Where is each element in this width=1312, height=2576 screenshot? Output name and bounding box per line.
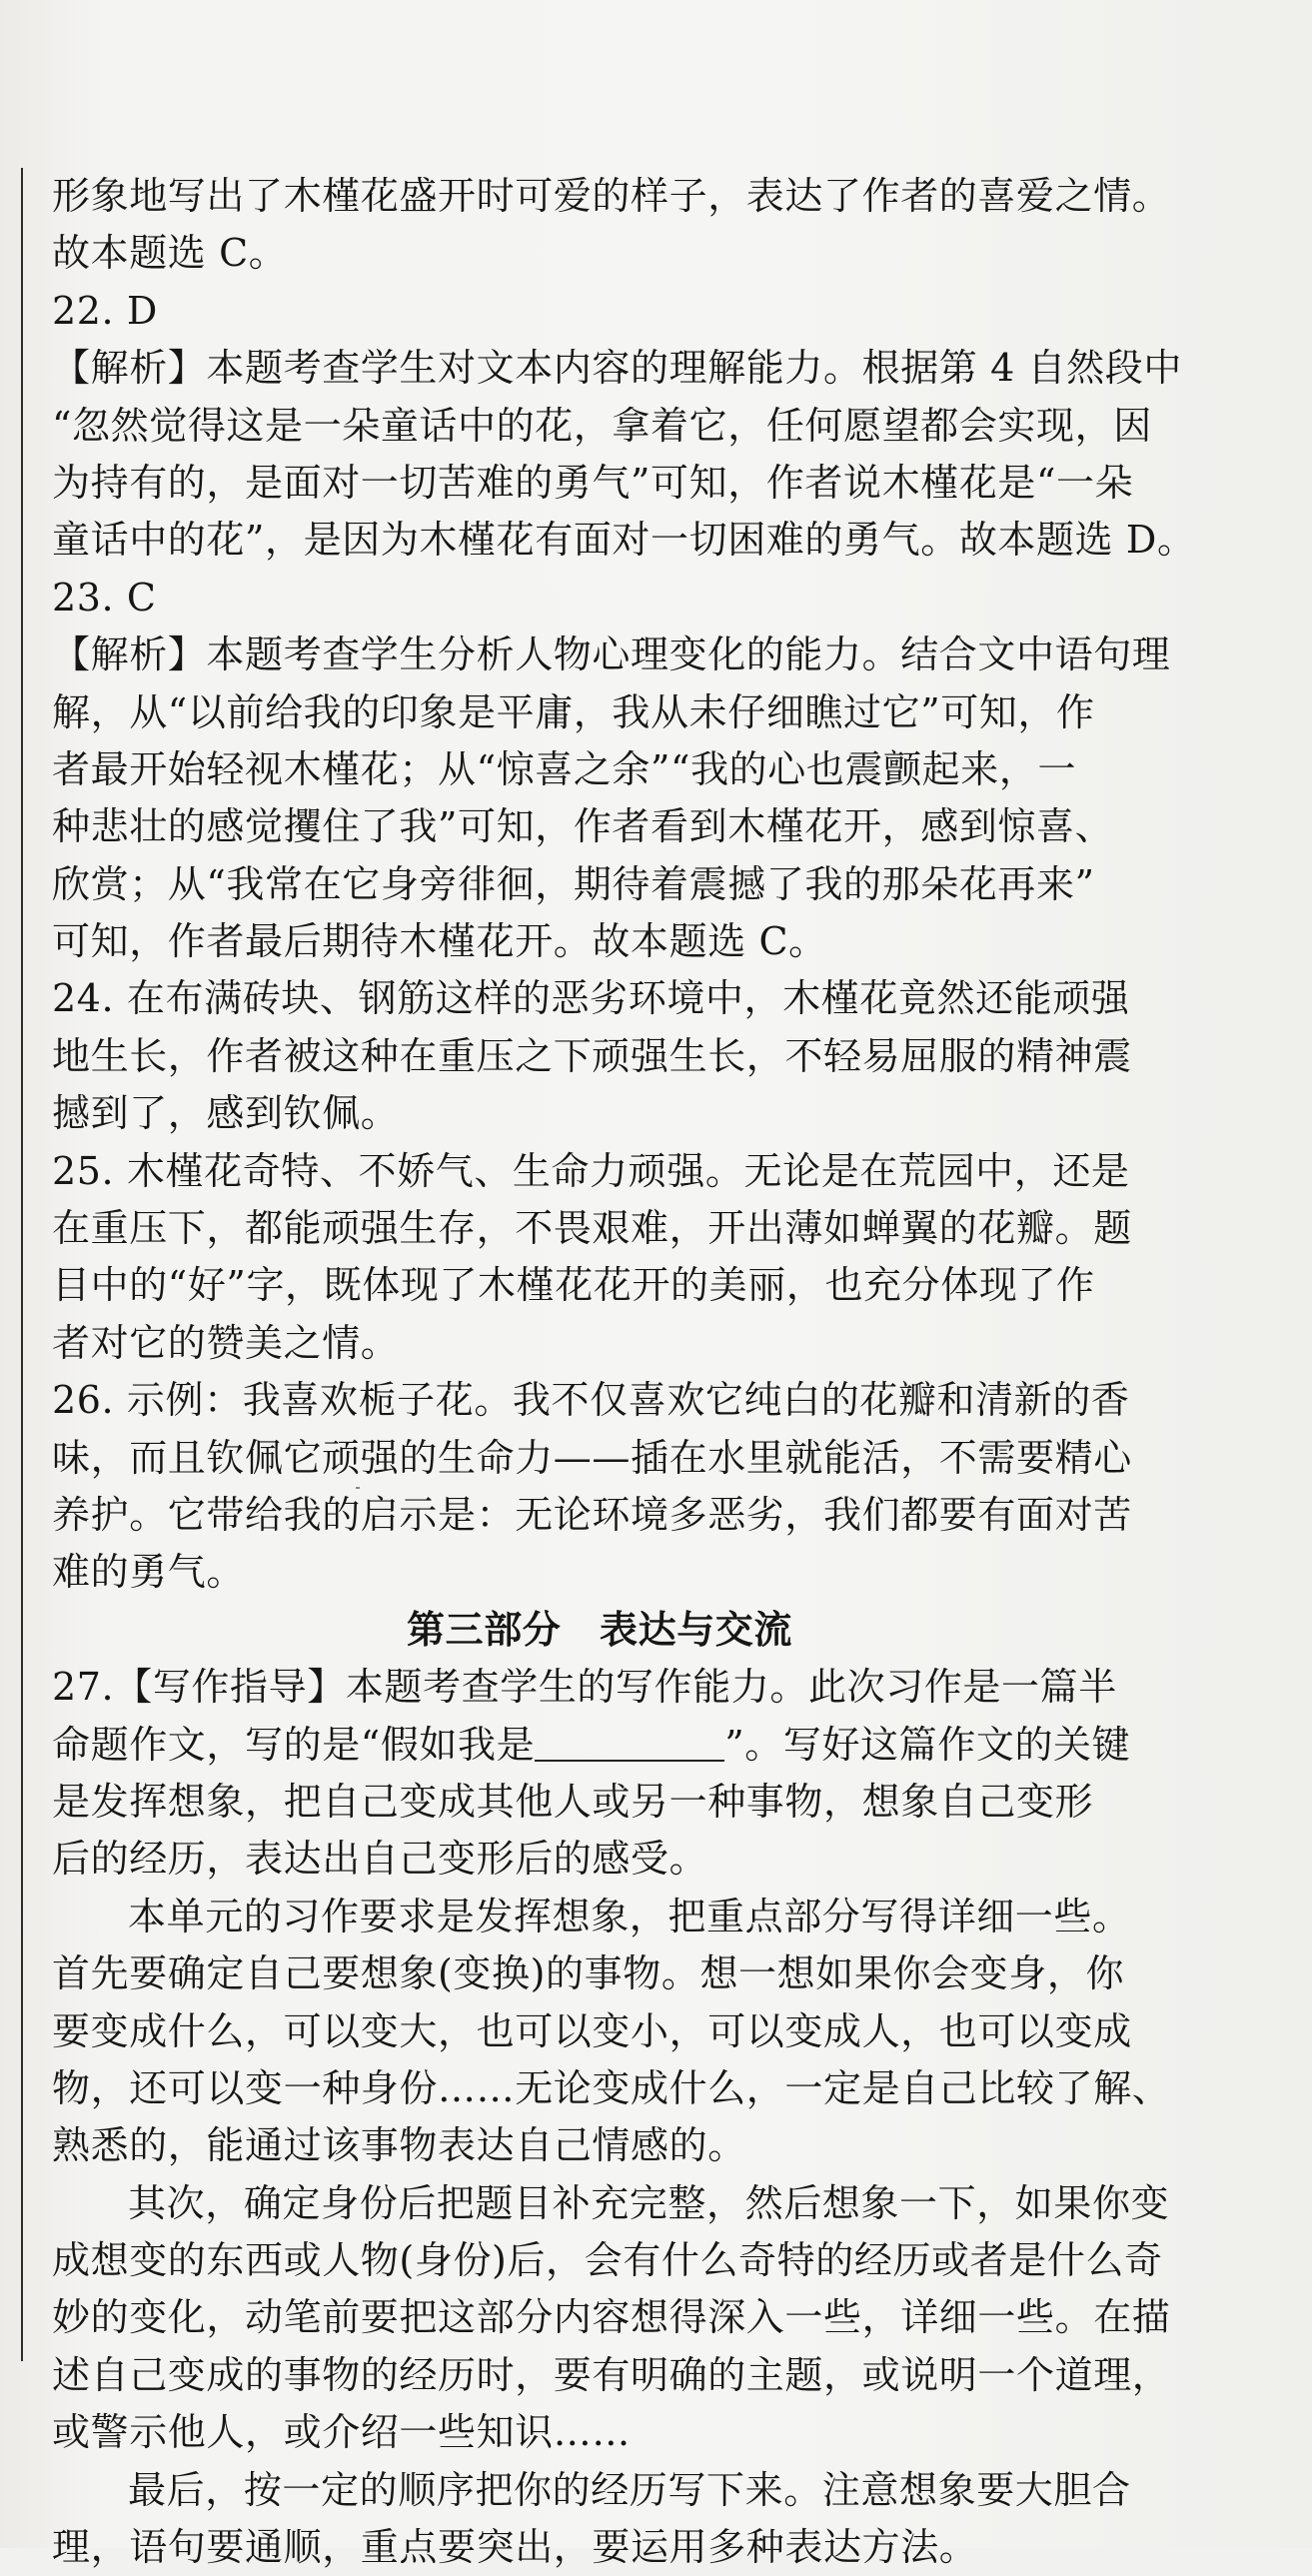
text-line: 熟悉的，能通过该事物表达自己情感的。 (52, 2123, 746, 2168)
text-line: 是发挥想象，把自己变成其他人或另一种事物，想象自己变形 (52, 1779, 1094, 1824)
text-line: 妙的变化，动笔前要把这部分内容想得深入一些，详细一些。在描 (52, 2295, 1171, 2340)
answer-text-body (52, 168, 1241, 2576)
text-line: “忽然觉得这是一朵童话中的花，拿着它，任何愿望都会实现，因 (52, 403, 1152, 448)
text-line: 理，语句要通顺，重点要突出，要运用多种表达方法。 (52, 2525, 978, 2570)
text-line: 味，而且钦佩它顽强的生命力——插在水里就能活，不需要精心 (52, 1435, 1132, 1480)
answer-number-22: 22. D (52, 288, 158, 333)
paragraph-first-line: 最后，按一定的顺序把你的经历写下来。注意想象要大胆合 (128, 2467, 1131, 2512)
text-line: 要变成什么，可以变大，也可以变小，可以变成人，也可以变成 (52, 2008, 1132, 2053)
text-line: 成想变的东西或人物(身份)后，会有什么奇特的经历或者是什么奇 (52, 2238, 1163, 2283)
text-line: 撼到了，感到钦佩。 (52, 1091, 400, 1136)
text-line: 物，还可以变一种身份……无论变成什么，一定是自己比较了解、 (52, 2065, 1171, 2110)
text-line: 养护。它带给我的启示是：无论环境多恶劣，我们都要有面对苦 (52, 1492, 1132, 1537)
text-line: 【解析】本题考查学生分析人物心理变化的能力。结合文中语句理 (52, 633, 1171, 677)
paragraph-first-line: 其次，确定身份后把题目补充完整，然后想象一下，如果你变 (128, 2180, 1170, 2225)
left-margin-rule (21, 168, 23, 2361)
text-line: 童话中的花”，是因为木槿花有面对一切困难的勇气。故本题选 D。 (52, 518, 1196, 563)
text-line: 目中的“好”字，既体现了木槿花花开的美丽，也充分体现了作 (52, 1263, 1095, 1308)
answer-number-26: 26. 示例：我喜欢栀子花。我不仅喜欢它纯白的花瓣和清新的香 (52, 1378, 1130, 1423)
text-line: 欣赏；从“我常在它身旁徘徊，期待着震撼了我的那朵花再来” (52, 861, 1095, 906)
text-line: 解，从“以前给我的印象是平庸，我从未仔细瞧过它”可知，作 (52, 689, 1095, 734)
answer-number-25: 25. 木槿花奇特、不娇气、生命力顽强。无论是在荒园中，还是 (52, 1148, 1130, 1193)
text-line: 为持有的，是面对一切苦难的勇气”可知，作者说木槿花是“一朵 (52, 460, 1134, 505)
text-line: 【解析】本题考查学生对文本内容的理解能力。根据第 4 自然段中 (52, 346, 1182, 391)
answer-number-23: 23. C (52, 575, 157, 620)
text-line: 述自己变成的事物的经历时，要有明确的主题，或说明一个道理， (52, 2352, 1171, 2397)
text-line: 首先要确定自己要想象(变换)的事物。想一想如果你会变身，你 (52, 1951, 1125, 1996)
text-line: 形象地写出了木槿花盛开时可爱的样子，表达了作者的喜爱之情。 (52, 174, 1171, 218)
text-line: 难的勇气。 (52, 1550, 246, 1595)
text-line: 地生长，作者被这种在重压之下顽强生长，不轻易屈服的精神震 (52, 1033, 1132, 1078)
text-segment: 命题作文，写的是“假如我是 (52, 1722, 536, 1767)
text-line: 种悲壮的感觉攫住了我”可知，作者看到木槿花开，感到惊喜、 (52, 804, 1114, 849)
fill-in-blank (535, 1722, 724, 1762)
paragraph-first-line: 本单元的习作要求是发挥想象，把重点部分写得详细一些。 (128, 1894, 1131, 1938)
text-line: 后的经历，表达出自己变形后的感受。 (52, 1837, 708, 1882)
text-line: 者对它的赞美之情。 (52, 1320, 400, 1365)
text-line-with-blank (52, 1717, 1241, 1774)
text-line: 在重压下，都能顽强生存，不畏艰难，开出薄如蝉翼的花瓣。题 (52, 1206, 1132, 1251)
text-line: 或警示他人，或介绍一些知识…… (52, 2410, 632, 2455)
text-line: 可知，作者最后期待木槿花开。故本题选 C。 (52, 919, 827, 964)
answer-number-24: 24. 在布满砖块、钢筋这样的恶劣环境中，木槿花竟然还能顽强 (52, 976, 1130, 1021)
answer-number-27: 27.【写作指导】本题考查学生的写作能力。此次习作是一篇半 (52, 1665, 1117, 1710)
text-segment: ”。写好这篇作文的关键 (724, 1722, 1131, 1767)
text-line: 者最开始轻视木槿花；从“惊喜之余”“我的心也震颤起来，一 (52, 746, 1077, 791)
section-heading: 第三部分 表达与交流 (407, 1607, 793, 1652)
text-line: 故本题选 C。 (52, 231, 288, 276)
